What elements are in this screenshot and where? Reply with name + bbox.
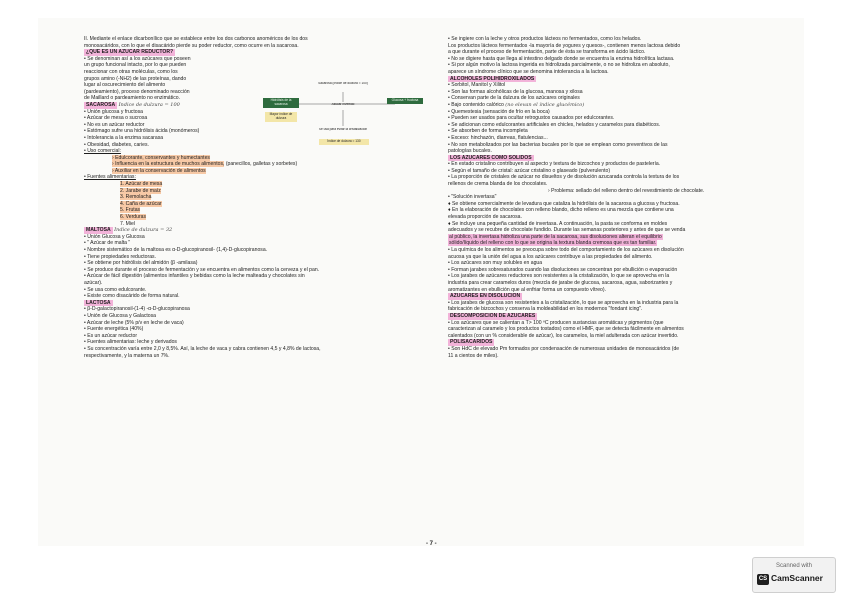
- text-line: un grupo funcional intacto, por lo que pueden: [84, 62, 187, 69]
- text-line: • Se denominan así a los azúcares que poseen: [84, 55, 191, 62]
- diagram-bottom2: Índice de dulzura = 130: [319, 139, 369, 145]
- text-line: • Los jarabes de azúcares reductores son resistentes a la cristalización, lo que se aprovecha en la: [448, 273, 670, 280]
- camscanner-label: CamScanner: [771, 573, 823, 583]
- text-line: aparece un síndrome clínico que se denomina intolerancia a la lactosa.: [448, 68, 609, 75]
- list-item: 6. Verduras: [120, 214, 147, 221]
- heading-solidos: LOS AZÚCARES COMO SÓLIDOS: [450, 154, 532, 161]
- text-line: • Es un azúcar reductor: [84, 332, 138, 339]
- text-line: (pardeamiento), proceso denominado reacción: [84, 88, 190, 95]
- text-line: • β-D-galactopiranosil-(1-4) -α-D-glucopiranosa: [84, 306, 190, 313]
- text-line: azúcar).: [84, 279, 103, 286]
- text-line: respectivamente, y la materna un 7%.: [84, 352, 170, 359]
- heading-alcoholes: ALCOHOLES POLIHIDROXILADOS: [450, 75, 535, 82]
- text-line: • Conservan parte de la dulzura de los azúcares originales: [448, 95, 580, 102]
- text-line: ♦ Se obtiene comercialmente de levadura que cataliza la hidrólisis de la sacarosa a glucosa y fructosa.: [448, 200, 680, 207]
- text-line: • " Azúcar de malta ": [84, 240, 131, 247]
- page-number: - 7 -: [426, 541, 437, 547]
- text-line: • Uso comercial:: [84, 148, 121, 155]
- text-line: lugar al oscurecimiento del alimento: [84, 82, 166, 89]
- heading-maltosa: MALTOSA: [86, 227, 111, 234]
- text-line: › Edulcorante, conservantes y humectantes: [112, 154, 210, 161]
- list-item: 2. Jarabe de maíz: [120, 187, 161, 194]
- text-line: • Se ingiere con la leche y otros productos lácteos no fermentados, como los helados.: [448, 36, 642, 42]
- list-item: 3. Remolacha: [120, 194, 152, 201]
- text-line: • Fuente energética (40%): [84, 326, 144, 333]
- text-line: 11 a cientos de miles).: [448, 352, 499, 359]
- text-line: • Existe como disacárido de forma natural.: [84, 293, 180, 300]
- heading-azucar-reductor: ¿QUÉ ES UN AZÚCAR REDUCTOR?: [86, 49, 174, 56]
- text-line: • "Solución invertasa": [448, 194, 497, 201]
- text-line: aromatizantes en ebullición que al enfriar forma un compuesto vítreo).: [448, 286, 606, 293]
- text-line: • La proporción de cristales de azúcar no disueltos y de disolución azucarada controla la textura de los: [448, 174, 680, 181]
- text-line: • Azúcar de mesa o sucrosa: [84, 115, 148, 122]
- text-line: Los productos lácteos fermentados -la mayoría de yogures y quesos-, contienen menos lactosa debido: [448, 42, 681, 49]
- text-line: ♦ Se incluye una pequeña cantidad de invertasa. A continuación, la pasta se conforma en moldes: [448, 220, 668, 227]
- text-line: monosacáridos, con lo que el disacárido pierde su poder reductor, como ocurre en la sacarosa.: [84, 42, 299, 49]
- text-line: de Maillard o pardeamiento no enzimático.: [84, 95, 180, 102]
- text-line: • Se produce durante el proceso de fermentación y se encuentra en alimentos como la cerveza y el pan.: [84, 266, 320, 273]
- text-line: • Unión de Glucosa y Galactosa: [84, 312, 157, 319]
- text-line: rellenos de crema blanda de los chocolates.: [448, 181, 548, 188]
- text-line: • Son las formas alcohólicas de la glucosa, manosa y xilosa: [448, 88, 583, 95]
- text-line: › Problema: sellado del relleno dentro del revestimiento de chocolate.: [548, 187, 705, 194]
- text-line: • Estómago sufre una hidrólisis ácida (monómeros): [84, 128, 200, 135]
- text-line: • Los azúcares son muy solubles en agua: [448, 260, 543, 267]
- text-line: • Se adicionan como edulcorantes artificiales en chicles, helados y caramelos para diabéticos.: [448, 121, 661, 128]
- text-line: sólido/líquido del relleno con lo que se origina la textura blanda cremosa que es tan familiar.: [449, 240, 657, 247]
- text-line: (panecillos, galletas y sorbetes): [224, 161, 298, 168]
- list-item: 5. Frutas: [120, 207, 141, 214]
- list-item: 1. Azúcar de mesa: [120, 181, 163, 188]
- text-line: industria para crear caramelos duros (mezcla de jarabe de glucosa, sacarosa, agua, saborizantes y: [448, 279, 673, 286]
- handwritten-note: Índice de dulzura = 32: [114, 227, 173, 234]
- text-line: fabricación de bizcochos y conserva la moldeabilidad en los modernos "fondant icing".: [448, 306, 643, 313]
- text-line: • Su concentración varía entre 2,0 y 8,5%. Así, la leche de vaca y cabra contienen 4,5 y 4,8% de lactosa,: [84, 345, 321, 352]
- sacarosa-diagram: [263, 82, 423, 150]
- text-line: • Según el tamaño de cristal: azúcar cristalino o glaseado (pulverulento): [448, 167, 611, 174]
- text-line: • Los azúcares que se calientan a T> 100 ºC producen sustancias aromáticas y pigmentos (que: [448, 319, 664, 326]
- text-line: • Si por algún motivo la lactosa ingerida es hidrolizada parcialmente, o no se hidroliza en absoluto,: [448, 62, 670, 69]
- text-line: • Azúcar de leche (5% p/v en leche de vaca): [84, 319, 184, 326]
- handwritten-note: Índice de dulzura = 100: [118, 101, 180, 108]
- text-line: • Pueden ser usados para ocultar retrogustos causados por edulcorantes.: [448, 115, 615, 122]
- scanned-with-label: Scanned with: [775, 563, 813, 569]
- text-line: al público, la invertasa hidroliza una parte de la sacarosa, sus disoluciones alteran el equilibrio: [449, 233, 662, 240]
- text-line: • No se digiere hasta que llega al intestino delgado donde se encuentra la enzima hidrolítica lactasa.: [448, 55, 675, 62]
- text-line: • Sorbitol, Manitol y Xilitol: [448, 82, 506, 89]
- list-item: 7. Miel: [120, 220, 136, 227]
- text-line: adecuados y se recubre de chocolate fundido. Durante las semanas posteriores y antes de que se venda: [448, 227, 686, 234]
- text-line: • En estado cristalino contribuyen al aspecto y textura de bizcochos y productos de pastelería.: [448, 161, 661, 168]
- heading-descomposicion: DESCOMPOSICIÓN DE AZÚCARES: [450, 312, 536, 319]
- heading-lactosa: LACTOSA: [86, 299, 111, 306]
- text-line: • Se usa como edulcorante.: [84, 286, 147, 293]
- text-line: • Unión glucosa y fructosa: [84, 108, 143, 115]
- text-line: patologías bucales.: [448, 148, 492, 155]
- text-line: • Intolerancia a la enzima sacarasa: [84, 134, 164, 141]
- camscanner-logo-icon: CS: [757, 574, 769, 585]
- heading-sacarosa: SACAROSA: [86, 101, 116, 108]
- right-column: [448, 36, 778, 359]
- text-line: • Forman jarabes sobresaturados cuando las disoluciones se concentran por ebullición o evaporación: [448, 266, 678, 273]
- diagram-mid: Azúcar invertido: [331, 103, 355, 106]
- text-line: • No es un azúcar reductor: [84, 121, 145, 128]
- diagram-top: Sacarosa (índice de dulzura = 100): [318, 82, 368, 85]
- diagram-left2: Mayor índice de dulzura: [265, 112, 297, 122]
- text-line: acuosa ya que la unión del agua a los azúcares contribuye a las propiedades del alimento.: [448, 253, 653, 260]
- text-line: elevada proporción de sacarosa.: [448, 214, 522, 221]
- text-line: • Obesidad, diabetes, caries.: [84, 141, 149, 148]
- text-line: • Son HdC de elevado Pm formados por condensación de numerosas unidades de monosacáridos (de: [448, 345, 680, 352]
- text-line: • Tiene propiedades reductoras.: [84, 253, 157, 260]
- text-line: › Auxiliar en la conservación de alimentos: [112, 167, 206, 174]
- text-line: • Bajo contenido calórico: [448, 101, 504, 108]
- text-line: • Quemestesia (sensación de frío en la boca): [448, 108, 550, 115]
- text-line: • Se absorben de forma incompleta: [448, 128, 528, 135]
- text-line: calentados (con un % considerable de azúcar), los caramelos, la miel adulterada con azúcar invertido.: [448, 332, 679, 339]
- text-line: • No son metabolizados por las bacterias bucales por lo que se emplean como preventivos de las: [448, 141, 668, 148]
- heading-disolucion: AZÚCARES EN DISOLUCIÓN: [450, 293, 521, 300]
- diagram-bottom: Se usa para evitar la cristalización: [318, 128, 368, 131]
- heading-polisacaridos: POLISACÁRIDOS: [450, 339, 493, 346]
- text-line: a que durante el proceso de fermentación, parte de ésta se transforma en ácido láctico.: [448, 49, 646, 56]
- handwritten-note: (no elevan el índice glucémico): [505, 101, 585, 108]
- text-line: • La química de los alimentos se preocupa sobre todo del comportamiento de los azúcares en disolución: [448, 247, 684, 253]
- text-line: • Exceso: hinchazón, diarreas, flatulencias...: [448, 134, 548, 141]
- text-line: ♦ En la elaboración de chocolates con relleno blando, dicho relleno es una mezcla que contiene una: [448, 207, 674, 214]
- text-line: • Fuentes alimentarias: leche y derivados: [84, 339, 177, 346]
- text-line: • Nombre sistemático de la maltosa es α-D-glucopiranosil- (1,4)-D-glucopiranosa.: [84, 247, 268, 253]
- text-line: • Unión Glucosa y Glucosa: [84, 233, 145, 240]
- text-line: • Fuentes alimentarias:: [84, 174, 136, 181]
- text-line: › Influencia en la estructura de muchos alimentos,: [112, 161, 225, 168]
- diagram-left: Hidrólisis de la sacarosa: [263, 98, 299, 108]
- text-line: II. Mediante el enlace dicarbonílico que se establece entre los dos carbonos anoméricos de los dos: [84, 36, 308, 42]
- text-line: caracterizan al caramelo y los productos tostados) como el HMF, que se detecta fácilmente en alimentos: [448, 326, 684, 333]
- list-item: 4. Caña de azúcar: [120, 200, 162, 207]
- text-line: • Se obtiene por hidrólisis del almidón (β -amilasa): [84, 260, 198, 267]
- camscanner-watermark: [752, 557, 836, 593]
- text-line: • Azúcar de fácil digestión (alimentos infantiles y bebidas como la leche malteada y chocolates sin: [84, 273, 305, 280]
- diagram-right: Glucosa + fructosa: [387, 98, 423, 104]
- text-line: reaccionar con otras moléculas, como los: [84, 68, 178, 75]
- text-line: • Los jarabes de glucosa son resistentes a la cristalización, lo que se aprovecha en la industria para la: [448, 299, 679, 306]
- text-line: grupos amino (-NH2) de las proteínas, dando: [84, 75, 187, 82]
